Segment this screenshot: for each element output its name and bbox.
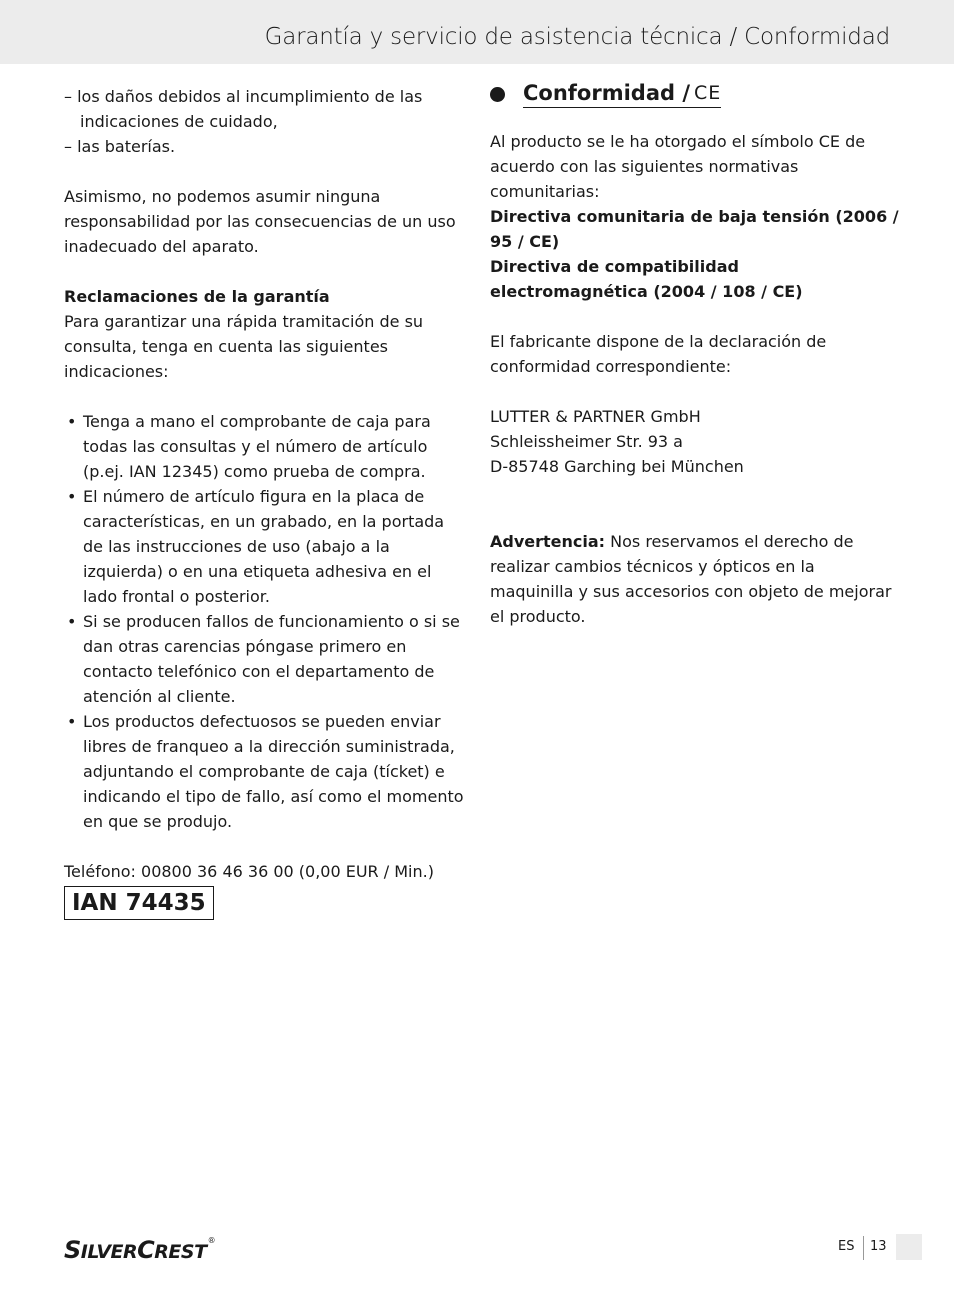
left-column — [64, 84, 464, 920]
directive-emc: Directiva de compatibilidad electromagnética (2004 / 108 / CE) — [490, 257, 803, 301]
bullet-dot-icon — [490, 87, 505, 102]
directive-low-voltage: Directiva comunitaria de baja tensión (2006 / 95 / CE) — [490, 207, 899, 251]
footer-divider — [863, 1236, 864, 1260]
phone-number: Teléfono: 00800 36 46 36 00 (0,00 EUR / Min.) — [64, 862, 434, 881]
exclusion-item: – las baterías. — [64, 137, 176, 156]
bullet-item: • Los productos defectuosos se pueden enviar libres de franqueo a la dirección suministrada, adjuntando el comprobante de caja (tícket) e indicando el tipo de fallo, así como el momento en que se produjo. — [64, 709, 464, 834]
conformity-title-box — [523, 80, 721, 108]
footer-tab — [896, 1234, 922, 1260]
address-line: D-85748 Garching bei München — [490, 457, 744, 476]
manufacturer-note: El fabricante dispone de la declaración de conformidad correspondiente: — [490, 332, 827, 376]
bullet-item: • El número de artículo figura en la placa de características, en un grabado, en la portada de las instrucciones de uso (abajo a la izquierda) o en una etiqueta adhesiva en el lado frontal o posterior. — [64, 484, 464, 609]
claims-heading: Reclamaciones de la garantía — [64, 287, 330, 306]
claims-bullet-list — [64, 409, 464, 834]
bullet-item: • Tenga a mano el comprobante de caja para todas las consultas y el número de artículo (p.ej. IAN 12345) como prueba de compra. — [64, 409, 464, 484]
page-title: Garantía y servicio de asistencia técnica / Conformidad — [264, 24, 890, 50]
address-line: Schleissheimer Str. 93 a — [490, 432, 683, 451]
ian-box: IAN 74435 — [64, 886, 214, 920]
warning-text: Nos reservamos el derecho de realizar cambios técnicos y ópticos en la maquinilla y sus accesorios con objeto de mejorar el producto. — [490, 532, 892, 626]
conformity-heading — [490, 80, 900, 108]
liability-paragraph: Asimismo, no podemos asumir ninguna responsabilidad por las consecuencias de un uso inadecuado del aparato. — [64, 187, 456, 256]
bullet-item: • Si se producen fallos de funcionamiento o si se dan otras carencias póngase primero en contacto telefónico con el departamento de atención al cliente. — [64, 609, 464, 709]
page-number: 13 — [870, 1239, 887, 1254]
right-column — [490, 81, 900, 629]
claims-intro: Para garantizar una rápida tramitación de su consulta, tenga en cuenta las siguientes indicaciones: — [64, 312, 424, 381]
warning-paragraph — [490, 529, 900, 629]
ce-intro: Al producto se le ha otorgado el símbolo CE de acuerdo con las siguientes normativas comunitarias: — [490, 132, 866, 201]
warning-label: Advertencia: — [490, 532, 606, 551]
page-header — [0, 0, 954, 64]
language-code: ES — [838, 1239, 855, 1254]
address-line: LUTTER & PARTNER GmbH — [490, 407, 701, 426]
exclusion-item: – los daños debidos al incumplimiento de las indicaciones de cuidado, — [64, 87, 423, 131]
silvercrest-logo: SILVERCREST® — [64, 1236, 216, 1264]
conformity-title: Conformidad / — [523, 81, 691, 105]
ce-mark-icon: CE — [694, 82, 722, 104]
